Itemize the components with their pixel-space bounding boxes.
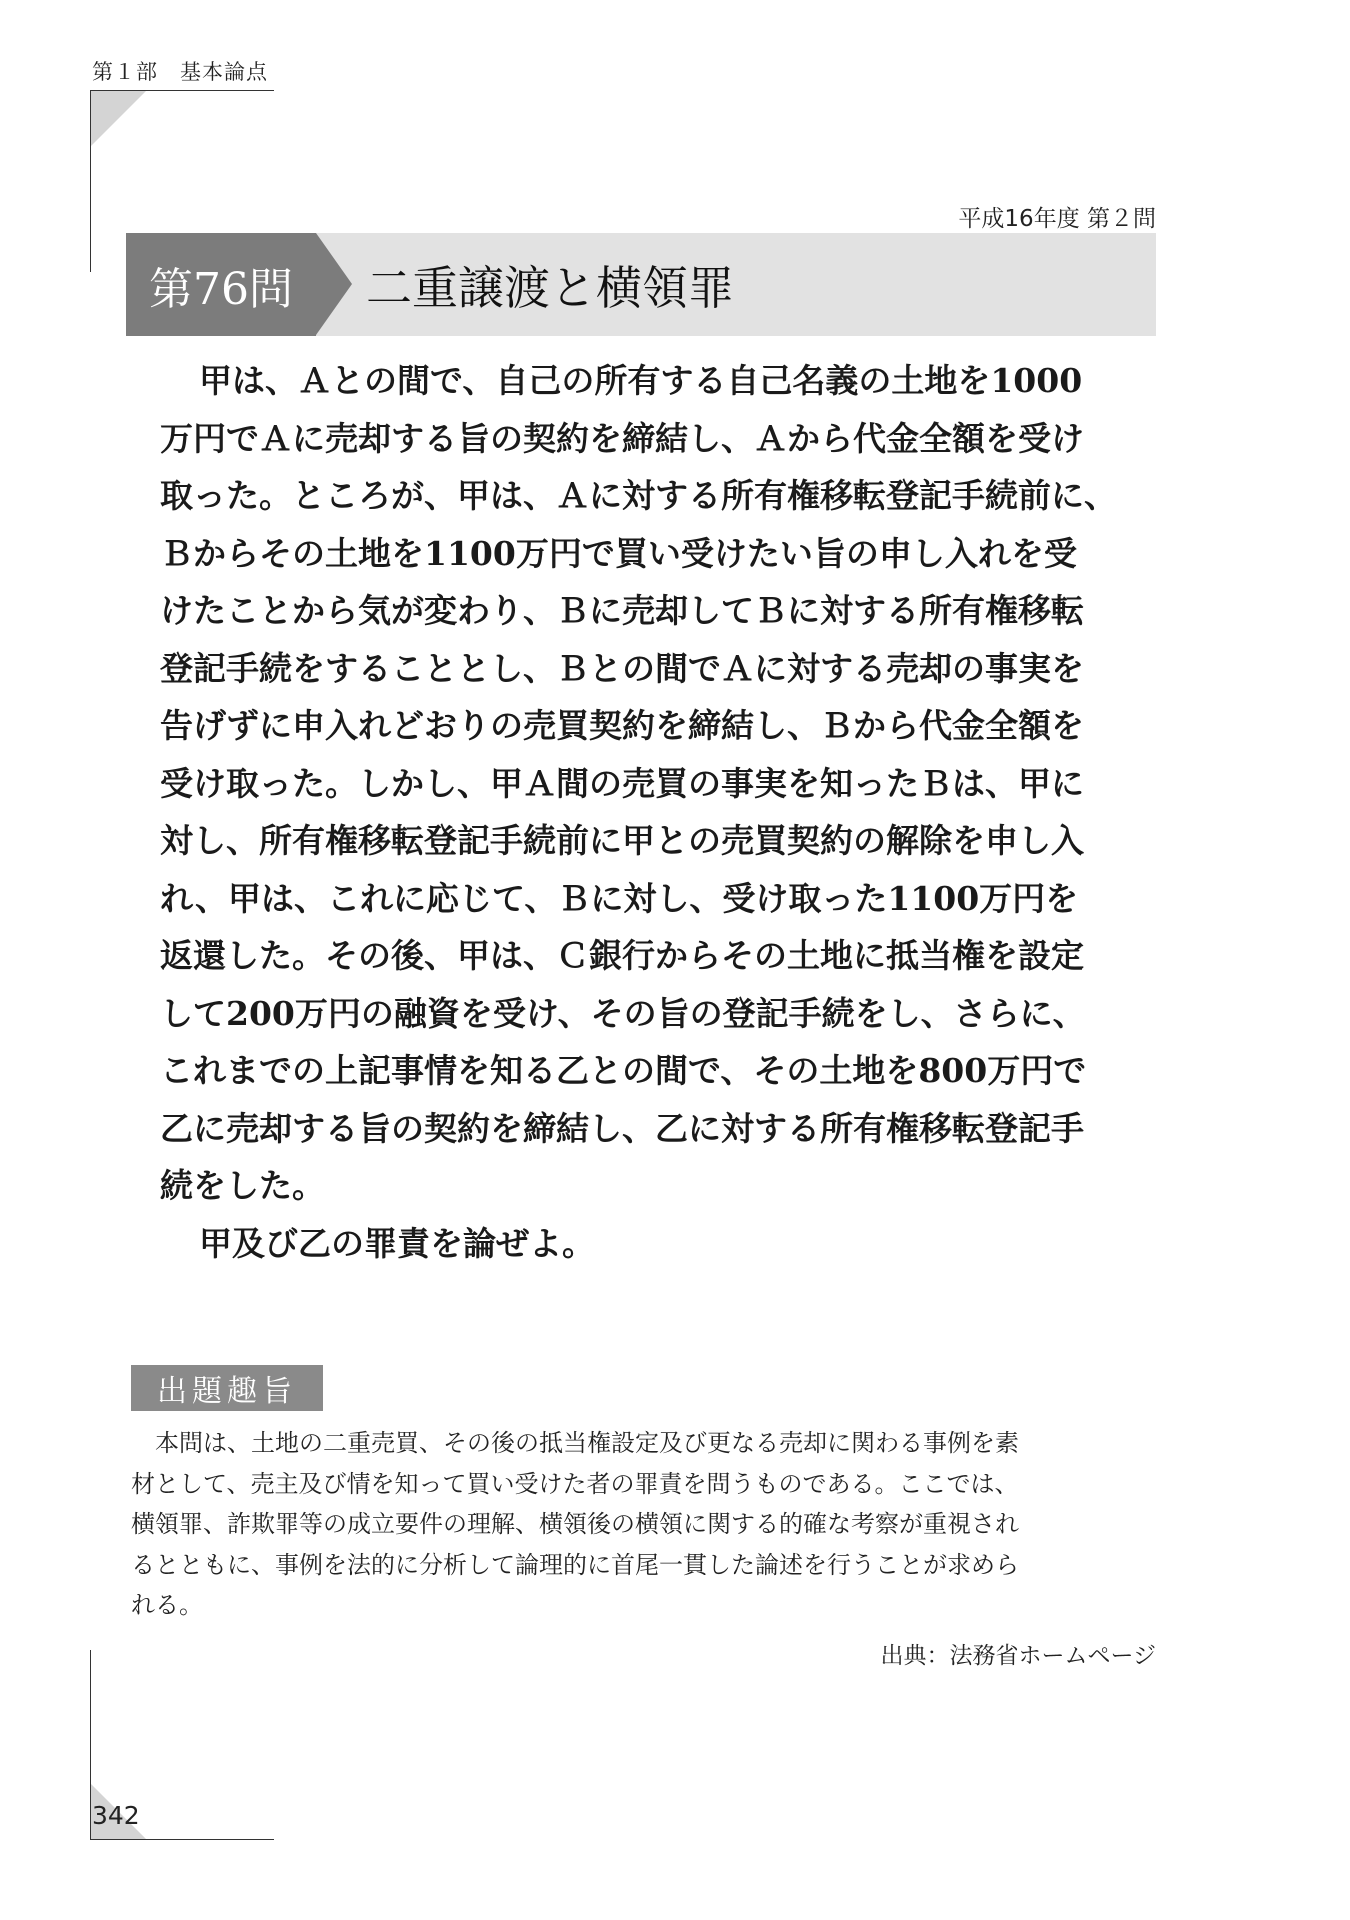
problem-line: 受け取った。しかし、甲Ａ間の売買の事実を知ったＢは、甲に	[160, 763, 1084, 803]
intent-text	[131, 1423, 1161, 1626]
problem-line: 万円でＡに売却する旨の契約を締結し、Ａから代金全額を受け	[160, 418, 1084, 458]
problem-line: 告げずに申入れどおりの売買契約を締結し、Ｂから代金全額を	[160, 706, 1084, 745]
problem-line: 登記手続をすることとし、Ｂとの間でＡに対する売却の事実を	[160, 648, 1084, 688]
problem-line: 乙に売却する旨の契約を締結し、乙に対する所有権移転登記手	[160, 1108, 1084, 1148]
problem-line: Ｂからその土地を1100万円で買い受けたい旨の申し入れを受	[160, 533, 1077, 573]
problem-line: これまでの上記事情を知る乙との間で、その土地を800万円で	[160, 1051, 1087, 1090]
title-arrow	[316, 233, 352, 335]
problem-title: 二重譲渡と横領罪	[366, 260, 734, 315]
problem-line: 続をした。	[160, 1166, 325, 1205]
intent-line: れる。	[131, 1591, 203, 1619]
intent-label: 出題趣旨	[131, 1365, 323, 1411]
problem-line: 対し、所有権移転登記手続前に甲との売買契約の解除を申し入	[160, 821, 1084, 860]
part-title: 基本論点	[180, 60, 268, 84]
problem-line: 取った。ところが、甲は、Ａに対する所有権移転登記手続前に、	[160, 476, 1117, 515]
part-label: 第１部	[92, 60, 158, 84]
page-number: 342	[92, 1801, 140, 1830]
problem-line: 甲は、Ａとの間で、自己の所有する自己名義の土地を1000	[199, 361, 1083, 400]
problem-line: 返還した。その後、甲は、Ｃ銀行からその土地に抵当権を設定	[160, 936, 1084, 975]
foot-rule	[90, 1839, 274, 1840]
problem-question: 甲及び乙の罪責を論ぜよ。	[199, 1223, 595, 1263]
exam-source: 平成16年度 第２問	[958, 206, 1156, 232]
intent-line: 材として、売主及び情を知って買い受けた者の罪責を問うものである。ここでは、	[131, 1469, 1019, 1498]
problem-line: して200万円の融資を受け、その旨の登記手続をし、さらに、	[160, 993, 1086, 1033]
running-head	[92, 56, 268, 86]
problem-number: 第76問	[149, 263, 293, 315]
problem-text	[160, 352, 1135, 1272]
citation: 出典：法務省ホームページ	[880, 1643, 1156, 1669]
problem-line: けたことから気が変わり、Ｂに売却してＢに対する所有権移転	[160, 591, 1084, 630]
intent-line: るとともに、事例を法的に分析して論理的に首尾一貫した論述を行うことが求めら	[131, 1550, 1019, 1579]
intent-line: 横領罪、詐欺罪等の成立要件の理解、横領後の横領に関する的確な考察が重視され	[131, 1510, 1019, 1538]
problem-line: れ、甲は、これに応じて、Ｂに対し、受け取った1100万円を	[160, 878, 1079, 918]
intent-line: 本問は、土地の二重売買、その後の抵当権設定及び更なる売却に関わる事例を素	[155, 1429, 1019, 1457]
corner-triangle-top	[91, 91, 146, 146]
